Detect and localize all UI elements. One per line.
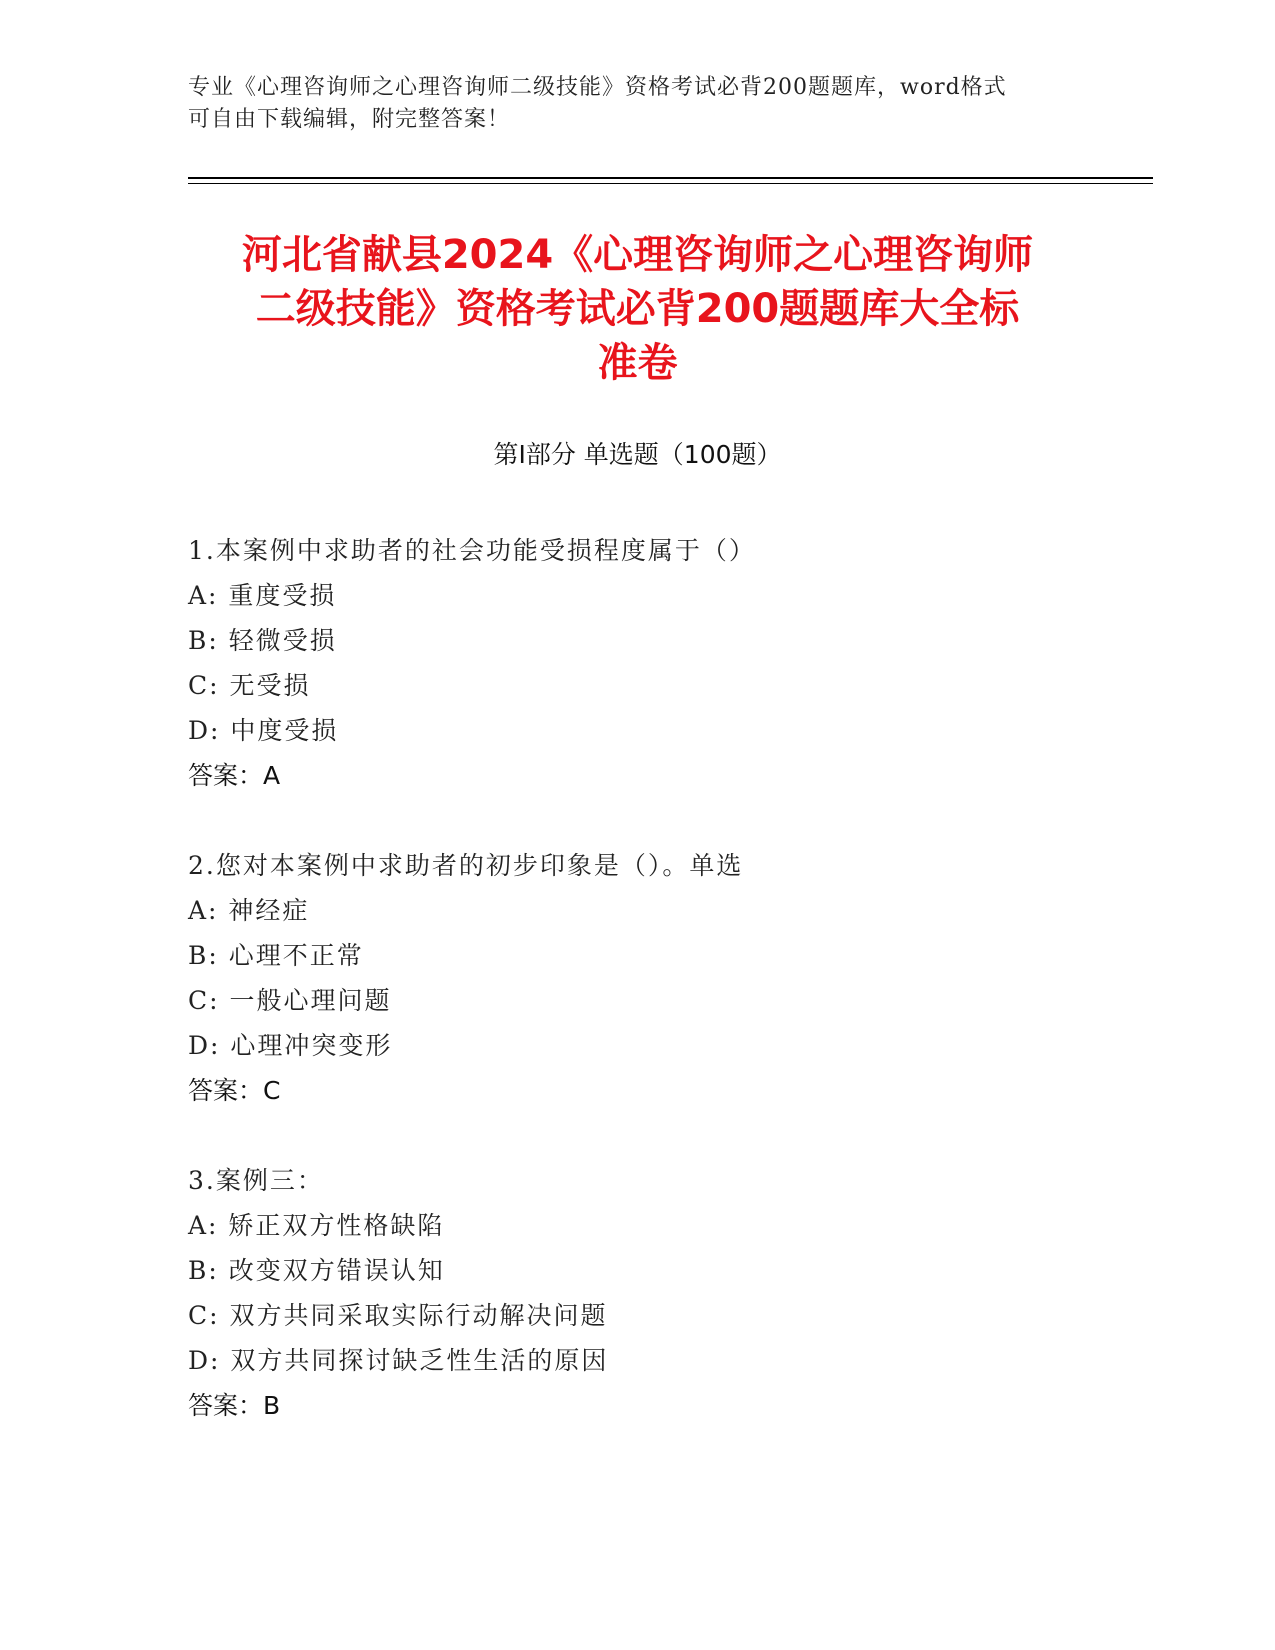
option-a: A: 矫正双方性格缺陷 <box>188 1211 445 1240</box>
question-item <box>188 843 1108 1114</box>
header-divider-thin <box>188 183 1153 184</box>
option-b: B: 心理不正常 <box>188 941 364 970</box>
option-c: C: 双方共同采取实际行动解决问题 <box>188 1301 608 1330</box>
question-stem: 2.您对本案例中求助者的初步印象是（）。单选 <box>188 851 744 880</box>
answer-line: 答案：A <box>188 761 281 790</box>
section-heading: 第Ⅰ部分 单选题（100题） <box>493 440 782 469</box>
question-stem: 3.案例三： <box>188 1166 324 1195</box>
question-list <box>188 528 1108 1473</box>
header-note-line-2: 可自由下载编辑，附完整答案！ <box>188 107 511 132</box>
header-note <box>188 72 1068 136</box>
option-d: D: 心理冲突变形 <box>188 1031 393 1060</box>
header-note-line-1: 专业《心理咨询师之心理咨询师二级技能》资格考试必背200题题库，word格式 <box>188 75 1007 100</box>
document-title-line-3: 准卷 <box>597 340 678 386</box>
option-d: D: 中度受损 <box>188 716 339 745</box>
option-b: B: 轻微受损 <box>188 626 337 655</box>
answer-line: 答案：B <box>188 1391 281 1420</box>
option-a: A: 神经症 <box>188 896 310 925</box>
option-b: B: 改变双方错误认知 <box>188 1256 445 1285</box>
question-stem: 1.本案例中求助者的社会功能受损程度属于（） <box>188 536 756 565</box>
option-d: D: 双方共同探讨缺乏性生活的原因 <box>188 1346 609 1375</box>
document-title-line-2: 二级技能》资格考试必背200题题库大全标 <box>255 286 1020 332</box>
option-c: C: 无受损 <box>188 671 311 700</box>
document-title-line-1: 河北省献县2024《心理咨询师之心理咨询师 <box>241 232 1034 278</box>
header-divider-thick <box>188 177 1153 179</box>
question-item <box>188 528 1108 799</box>
document-title <box>160 228 1115 390</box>
answer-line: 答案：C <box>188 1076 281 1105</box>
question-item <box>188 1158 1108 1429</box>
option-a: A: 重度受损 <box>188 581 337 610</box>
option-c: C: 一般心理问题 <box>188 986 392 1015</box>
